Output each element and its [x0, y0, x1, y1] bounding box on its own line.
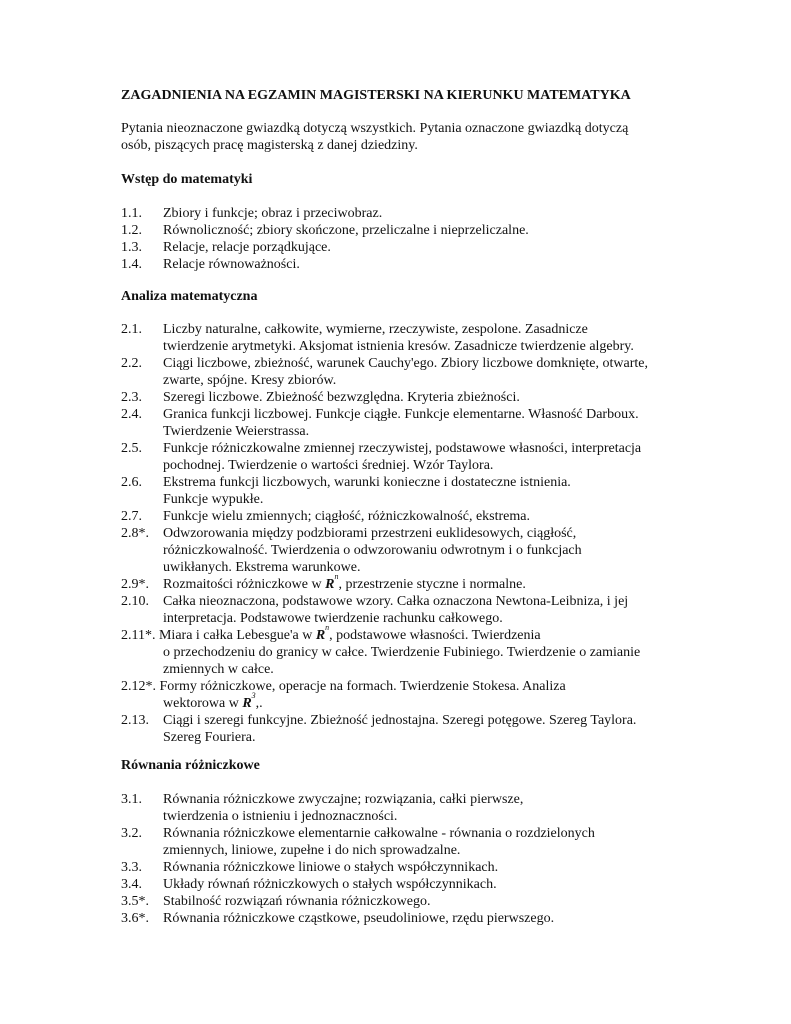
item-text: Liczby naturalne, całkowite, wymierne, rzeczywiste, zespolone. Zasadnicze: [163, 322, 588, 337]
item-text: Funkcje wypukłe.: [163, 492, 264, 507]
item-number: 3.1.: [121, 792, 142, 807]
item-number: 3.5*.: [121, 894, 149, 909]
item-text: Relacje równoważności.: [163, 257, 300, 272]
item-text: Ciągi liczbowe, zbieżność, warunek Cauchy'ego. Zbiory liczbowe domknięte, otwarte,: [163, 356, 648, 371]
list-item: [121, 389, 681, 406]
intro-paragraph: [121, 120, 681, 154]
item-text: Funkcje wielu zmiennych; ciągłość, różniczkowalność, ekstrema.: [163, 509, 530, 524]
item-first-line: [121, 679, 566, 694]
item-number: 1.1.: [121, 206, 142, 221]
exponent: n: [334, 572, 339, 582]
item-text: Ciągi i szeregi funkcyjne. Zbieżność jednostajna. Szeregi potęgowe. Szereg Taylora.: [163, 713, 637, 728]
list-item: [121, 440, 681, 474]
list-item: [121, 791, 681, 825]
item-text: interpretacja. Podstawowe twierdzenie rachunku całkowego.: [163, 611, 503, 626]
list-item: [121, 474, 681, 508]
item-number: 2.1.: [121, 322, 142, 337]
list-item: [121, 876, 681, 893]
item-text: o przechodzeniu do granicy w całce. Twierdzenie Fubiniego. Twierdzenie o zamianie: [163, 645, 641, 660]
item-number: 1.2.: [121, 223, 142, 238]
item-number: 3.4.: [121, 877, 142, 892]
exponent: n: [325, 623, 330, 633]
intro-line: osób, piszących pracę magisterską z danej dziedziny.: [121, 138, 418, 153]
item-text: Odwzorowania między podzbiorami przestrzeni euklidesowych, ciągłość,: [163, 526, 577, 541]
list-item: [121, 593, 681, 627]
intro-line: Pytania nieoznaczone gwiazdką dotyczą wszystkich. Pytania oznaczone gwiazdką dotyczą: [121, 121, 629, 136]
item-text: różniczkowalność. Twierdzenia o odwzorowaniu odwrotnym i o funkcjach: [163, 543, 582, 558]
list-item: [121, 678, 681, 712]
item-number: 3.3.: [121, 860, 142, 875]
list-item: [121, 623, 681, 678]
item-number: 1.3.: [121, 240, 142, 255]
page-title: ZAGADNIENIA NA EGZAMIN MAGISTERSKI NA KIERUNKU MATEMATYKA: [121, 88, 631, 103]
item-second-line: [121, 691, 681, 712]
section-list-wstep: [121, 205, 681, 273]
item-number: 1.4.: [121, 257, 142, 272]
item-number: 3.2.: [121, 826, 142, 841]
item-text: Równoliczność; zbiory skończone, przeliczalne i nieprzeliczalne.: [163, 223, 529, 238]
item-text: Układy równań różniczkowych o stałych współczynnikach.: [163, 877, 497, 892]
item-text: zwarte, spójne. Kresy zbiorów.: [163, 373, 337, 388]
item-number: 2.8*.: [121, 526, 149, 541]
list-item: [121, 525, 681, 576]
item-text: Granica funkcji liczbowej. Funkcje ciągłe. Funkcje elementarne. Własność Darboux.: [163, 407, 639, 422]
item-text: Równania różniczkowe liniowe o stałych współczynnikach.: [163, 860, 499, 875]
item-text: Całka nieoznaczona, podstawowe wzory. Całka oznaczona Newtona-Leibniza, i jej: [163, 594, 629, 609]
item-number: 2.9*.: [121, 577, 149, 592]
item-text: Równania różniczkowe zwyczajne; rozwiązania, całki pierwsze,: [163, 792, 524, 807]
item-text-pre: Miara i całka Lebesgue'a w: [158, 628, 316, 643]
item-text: zmiennych, liniowe, zupełne i do nich sprowadzalne.: [163, 843, 461, 858]
item-text: Stabilność rozwiązań równania różniczkowego.: [163, 894, 431, 909]
item-text: Zbiory i funkcje; obraz i przeciwobraz.: [163, 206, 383, 221]
item-number: 2.6.: [121, 475, 142, 490]
item-text: Funkcje różniczkowalne zmiennej rzeczywistej, podstawowe własności, interpretacja: [163, 441, 642, 456]
item-number: 2.10.: [121, 594, 149, 609]
item-text: Równania różniczkowe elementarnie całkowalne - równania o rozdzielonych: [163, 826, 595, 841]
item-number: 2.13.: [121, 713, 149, 728]
section-heading-wstep: Wstęp do matematyki: [121, 172, 253, 187]
real-space-symbol: R: [242, 696, 252, 711]
item-text: Równania różniczkowe cząstkowe, pseudoliniowe, rzędu pierwszego.: [163, 911, 555, 926]
item-text: Ekstrema funkcji liczbowych, warunki konieczne i dostateczne istnienia.: [163, 475, 571, 490]
item-text: zmiennych w całce.: [163, 662, 274, 677]
list-item: [121, 239, 681, 256]
list-item: [121, 859, 681, 876]
item-text-cont: wektorowa w: [163, 696, 243, 711]
list-item: [121, 572, 681, 593]
item-first-line: [121, 623, 541, 643]
item-text: Twierdzenie Weierstrassa.: [163, 424, 310, 439]
real-space-symbol: R: [315, 628, 326, 643]
section-heading-rownania: Równania różniczkowe: [121, 758, 260, 773]
list-item: [121, 825, 681, 859]
real-space-symbol: R: [325, 577, 335, 592]
item-number: 2.12*.: [121, 679, 156, 694]
item-text: uwikłanych. Ekstrema warunkowe.: [163, 560, 361, 575]
item-number: 2.5.: [121, 441, 142, 456]
item-number: 2.7.: [121, 509, 142, 524]
item-text-post: , podstawowe własności. Twierdzenia: [329, 628, 541, 643]
list-item: [121, 256, 681, 273]
list-item: [121, 355, 681, 389]
item-text-pre: Formy różniczkowe, operacje na formach. Twierdzenie Stokesa. Analiza: [159, 679, 566, 694]
item-number: 2.3.: [121, 390, 142, 405]
item-text: [163, 572, 681, 593]
item-text: pochodnej. Twierdzenie o wartości średniej. Wzór Taylora.: [163, 458, 494, 473]
list-item: [121, 910, 681, 927]
list-item: [121, 893, 681, 910]
item-number: 2.4.: [121, 407, 142, 422]
list-item: [121, 712, 681, 746]
list-item: [121, 321, 681, 355]
item-text: Relacje, relacje porządkujące.: [163, 240, 331, 255]
list-item: [121, 508, 681, 525]
item-text-post: ,.: [255, 696, 263, 711]
item-text-post: , przestrzenie styczne i normalne.: [338, 577, 526, 592]
section-heading-analiza: Analiza matematyczna: [121, 289, 258, 304]
section-list-analiza: [121, 321, 681, 746]
list-item: [121, 406, 681, 440]
item-text: twierdzenie arytmetyki. Aksjomat istnienia kresów. Zasadnicze twierdzenie algebry.: [163, 339, 634, 354]
item-number: 2.11*.: [121, 628, 156, 643]
item-text-pre: Rozmaitości różniczkowe w: [163, 577, 326, 592]
exponent: 3: [251, 691, 256, 701]
list-item: [121, 222, 681, 239]
item-text: Szeregi liczbowe. Zbieżność bezwzględna. Kryteria zbieżności.: [163, 390, 520, 405]
item-number: 3.6*.: [121, 911, 149, 926]
item-text: twierdzenia o istnieniu i jednoznaczności.: [163, 809, 398, 824]
item-number: 2.2.: [121, 356, 142, 371]
section-list-rownania: [121, 791, 681, 927]
list-item: [121, 205, 681, 222]
item-text: Szereg Fouriera.: [163, 730, 256, 745]
